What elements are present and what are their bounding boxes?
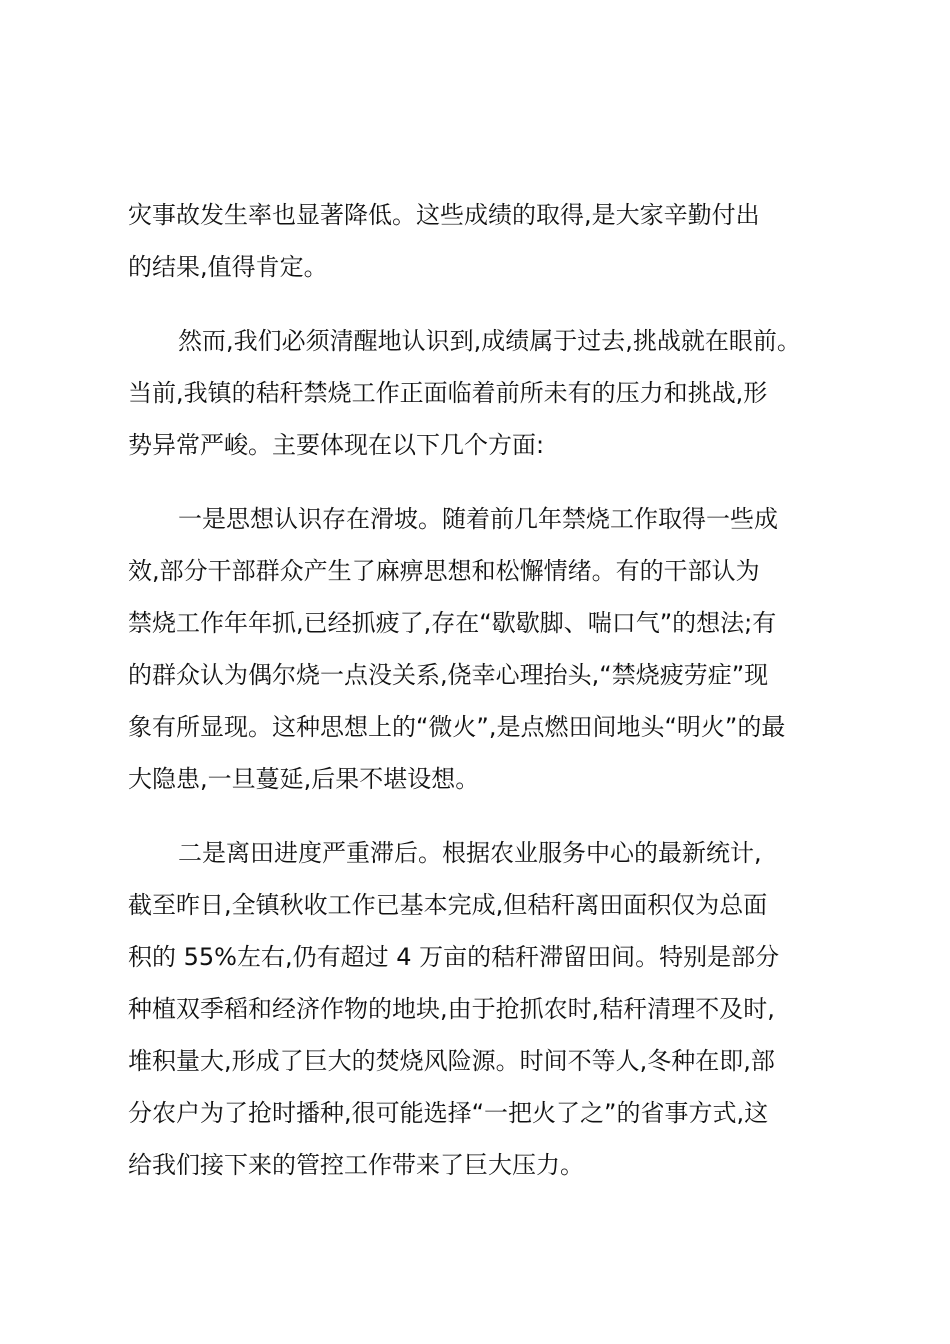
text-line: 给我们接下来的管控工作带来了巨大压力。 [128,1151,584,1179]
text-line: 象有所显现。这种思想上的“微火”,是点燃田间地头“明火”的最 [128,713,786,741]
text-line: 种植双季稻和经济作物的地块,由于抢抓农时,秸秆清理不及时, [128,995,775,1023]
text-line: 一是思想认识存在滑坡。随着前几年禁烧工作取得一些成 [178,505,778,533]
text-line: 然而,我们必须清醒地认识到,成绩属于过去,挑战就在眼前。 [178,327,801,355]
text-line: 的群众认为偶尔烧一点没关系,侥幸心理抬头,“禁烧疲劳症”现 [128,661,769,689]
paragraph-point-one-awareness [128,496,828,808]
text-line: 大隐患,一旦蔓延,后果不堪设想。 [128,765,480,793]
text-line: 堆积量大,形成了巨大的焚烧风险源。时间不等人,冬种在即,部 [128,1047,775,1075]
text-line: 截至昨日,全镇秋收工作已基本完成,但秸秆离田面积仅为总面 [128,891,768,919]
text-line: 灾事故发生率也显著降低。这些成绩的取得,是大家辛勤付出 [128,201,760,229]
text-line: 积的 55%左右,仍有超过 4 万亩的秸秆滞留田间。特别是部分 [128,943,780,971]
paragraph-point-two-progress [128,830,828,1194]
document-body [128,192,828,1216]
text-line: 二是离田进度严重滞后。根据农业服务中心的最新统计, [178,839,762,867]
text-line: 的结果,值得肯定。 [128,253,328,281]
text-line: 禁烧工作年年抓,已经抓疲了,存在“歇歇脚、喘口气”的想法;有 [128,609,777,637]
text-line: 分农户为了抢时播种,很可能选择“一把火了之”的省事方式,这 [128,1099,769,1127]
paragraph-achievements-conclusion [128,192,828,296]
paragraph-challenges-intro [128,318,828,474]
text-line: 效,部分干部群众产生了麻痹思想和松懈情绪。有的干部认为 [128,557,760,585]
text-line: 势异常严峻。主要体现在以下几个方面: [128,431,545,459]
text-line: 当前,我镇的秸秆禁烧工作正面临着前所未有的压力和挑战,形 [128,379,768,407]
